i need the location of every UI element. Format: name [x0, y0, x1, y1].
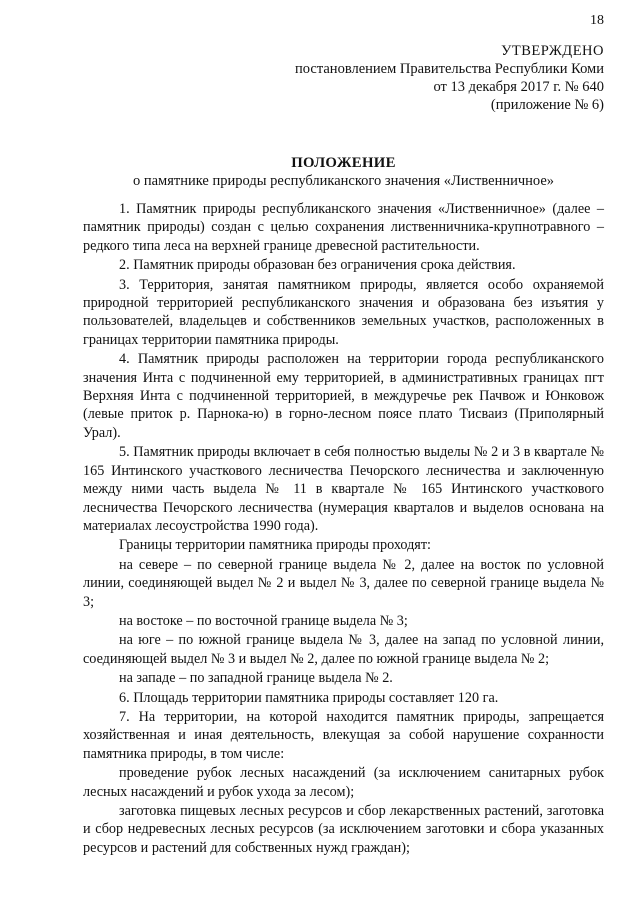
- paragraph: на востоке – по восточной границе выдела № 3;: [119, 612, 408, 629]
- paragraph: проведение рубок лесных насаждений (за исключением санитарных рубок лесных насаждений и рубок ухода за лесом);: [83, 765, 604, 800]
- paragraph: 5. Памятник природы включает в себя полностью выделы № 2 и 3 в квартале № 165 Интинского участкового лесничества Печорского лесничества и заключенную между ними часть выдела № 11 в квартале № 165 Интинского участкового лесничества Печорского лесничества (нумерация кварталов и выделов основана на материалах лесоустройства 1990 года).: [83, 444, 604, 534]
- paragraph: 7. На территории, на которой находится памятник природы, запрещается хозяйственная и иная деятельность, влекущая за собой нарушение сохранности памятника природы, в том числе:: [83, 708, 604, 762]
- paragraph: на западе – по западной границе выдела № 2.: [119, 670, 393, 687]
- approval-heading: УТВЕРЖДЕНО: [501, 43, 604, 59]
- paragraph: 6. Площадь территории памятника природы составляет 120 га.: [119, 689, 499, 706]
- paragraph: Границы территории памятника природы проходят:: [119, 537, 431, 554]
- paragraph: заготовка пищевых лесных ресурсов и сбор лекарственных растений, заготовка и сбор недревесных лесных ресурсов (за исключением заготовки и сбора указанных ресурсов и растений для собственных нужд граждан);: [83, 803, 604, 856]
- page-number: 18: [590, 13, 604, 28]
- paragraph: 3. Территория, занятая памятником природы, является особо охраняемой природной территорией республиканского значения и образована без изъятия у пользователей, владельцев и собственников земельных участков, расположенных в границах территории памятника природы.: [83, 276, 604, 348]
- approval-block: [83, 0, 604, 114]
- paragraph: 1. Памятник природы республиканского значения «Лиственничное» (далее – памятник природы) создан с целью сохранения лиственничника-крупнотравного – редкого типа леса на верхней границе древесной растительности.: [83, 201, 604, 254]
- approval-line: (приложение № 6): [490, 97, 604, 113]
- document-title: ПОЛОЖЕНИЕ: [291, 155, 396, 171]
- approval-line: постановлением Правительства Республики Коми: [295, 61, 604, 77]
- paragraph: 2. Памятник природы образован без ограничения срока действия.: [119, 257, 516, 274]
- document-body: [83, 200, 604, 857]
- paragraph: на севере – по северной границе выдела № 2, далее на восток по условной линии, соединяющей выдел № 2 и выдел № 3, далее по северной границе выдела № 3;: [83, 556, 604, 610]
- paragraph: на юге – по южной границе выдела № 3, далее на запад по условной линии, соединяющей выдел № 3 и выдел № 2, далее по южной границе выдела № 2;: [83, 632, 604, 667]
- paragraph: 4. Памятник природы расположен на территории города республиканского значения Инта с подчиненной ему территорией, в административных границах пгт Верхняя Инта с подчиненной территорией, в междуречье рек Пачвож и Юнковож (левые приток р. Парнока-ю) в горно-лесном поясе плато Тисваиз (Приполярный Урал).: [83, 351, 604, 441]
- approval-line: от 13 декабря 2017 г. № 640: [433, 79, 604, 95]
- document-subtitle: о памятнике природы республиканского значения «Лиственничное»: [132, 173, 555, 189]
